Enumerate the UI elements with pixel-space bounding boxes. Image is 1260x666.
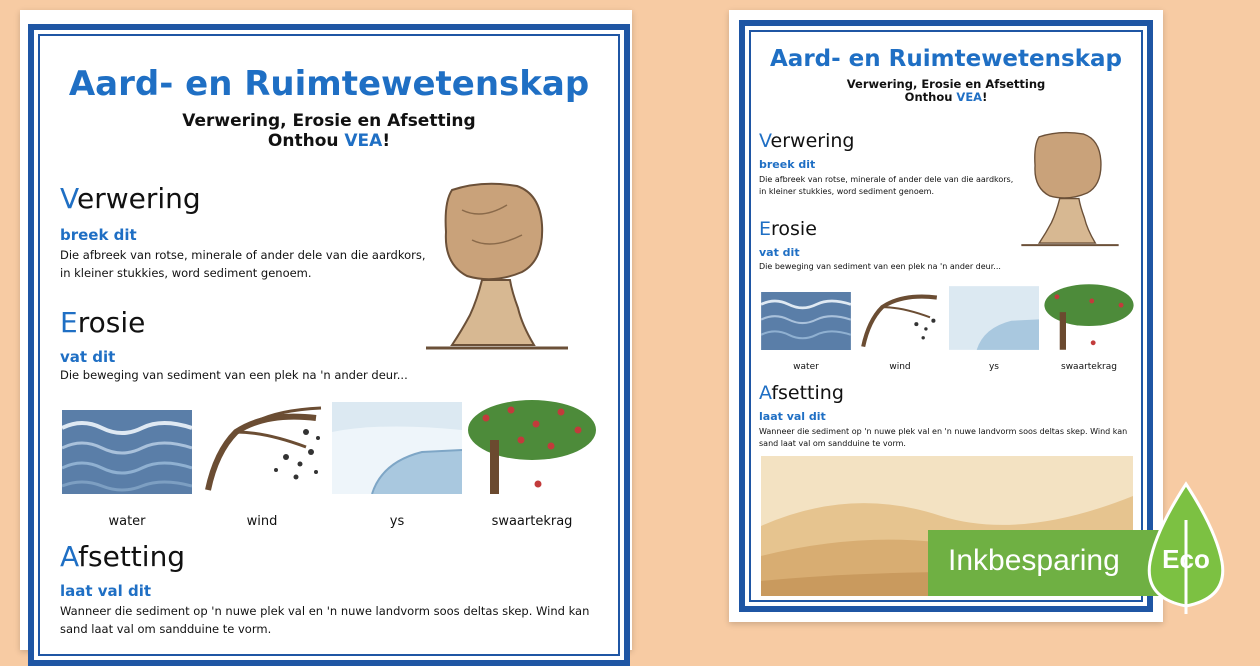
heading-rest: erwering bbox=[76, 182, 201, 215]
tag-afsetting: laat val dit bbox=[759, 410, 826, 423]
agent-label-ys: ys bbox=[389, 514, 405, 529]
water-image bbox=[761, 292, 851, 350]
balancing-rock-image bbox=[422, 180, 572, 358]
tag-afsetting: laat val dit bbox=[60, 582, 152, 600]
section-heading-erosie bbox=[60, 306, 145, 339]
agent-label-wind: wind bbox=[889, 362, 911, 372]
section-heading-verwering bbox=[759, 130, 854, 152]
subtitle-line2 bbox=[34, 132, 624, 152]
heading-rest: rosie bbox=[77, 306, 146, 339]
poster-frame-right bbox=[739, 20, 1153, 612]
desc-verwering: Die afbreek van rotse, minerale of ander dele van die aardkors, in kleiner stukkies, word sediment genoem. bbox=[759, 175, 1014, 196]
wind-image bbox=[855, 286, 945, 350]
apple-tree-image bbox=[466, 400, 598, 494]
vea-highlight: VEA bbox=[956, 90, 983, 105]
agent-label-water: water bbox=[108, 514, 146, 529]
poster-title: Aard- en Ruimtewetenskap bbox=[68, 64, 590, 104]
heading-initial: V bbox=[759, 130, 771, 152]
poster-subtitle bbox=[745, 78, 1147, 104]
subtitle-suffix: ! bbox=[982, 90, 988, 105]
heading-initial: A bbox=[60, 540, 79, 573]
subtitle-suffix: ! bbox=[382, 130, 391, 151]
desc-afsetting: Wanneer die sediment op 'n nuwe plek val en 'n nuwe landvorm soos deltas skep. Wind kan sand laat val om sandduine te vorm. bbox=[759, 427, 1128, 448]
agent-label-swaartekrag: swaartekrag bbox=[1061, 362, 1117, 372]
desc-erosie: Die beweging van sediment van een plek na 'n ander deur... bbox=[759, 262, 1001, 271]
heading-initial: E bbox=[759, 218, 772, 240]
subtitle-prefix: Onthou bbox=[267, 130, 345, 151]
section-heading-afsetting bbox=[60, 540, 185, 573]
desc-afsetting: Wanneer die sediment op 'n nuwe plek val en 'n nuwe landvorm soos deltas skep. Wind kan sand laat val om sandduine te vorm. bbox=[60, 604, 590, 636]
agent-label-ys: ys bbox=[988, 362, 999, 372]
wind-image bbox=[196, 402, 328, 494]
heading-initial: E bbox=[60, 306, 78, 339]
subtitle-line1: Verwering, Erosie en Afsetting bbox=[846, 77, 1046, 91]
section-heading-verwering bbox=[60, 182, 201, 215]
poster-title: Aard- en Ruimtewetenskap bbox=[770, 46, 1122, 72]
poster-subtitle bbox=[34, 112, 624, 151]
heading-rest: fsetting bbox=[771, 382, 844, 404]
agent-label-swaartekrag: swaartekrag bbox=[491, 514, 573, 529]
agent-label-wind: wind bbox=[246, 514, 278, 529]
water-image bbox=[62, 410, 192, 494]
tag-verwering: breek dit bbox=[759, 158, 816, 171]
balancing-rock-image bbox=[1015, 130, 1125, 252]
ink-saving-label: Inkbesparing bbox=[948, 544, 1120, 577]
heading-initial: A bbox=[759, 382, 772, 404]
heading-rest: erwering bbox=[770, 130, 855, 152]
desc-verwering: Die afbreek van rotse, minerale of ander dele van die aardkors, in kleiner stukkies, word sediment genoem. bbox=[60, 248, 426, 280]
eco-label: Eco bbox=[1162, 544, 1210, 574]
tag-erosie: vat dit bbox=[60, 348, 116, 366]
vea-highlight: VEA bbox=[344, 130, 383, 151]
heading-rest: fsetting bbox=[78, 540, 186, 573]
poster-frame-left bbox=[28, 24, 630, 666]
subtitle-line1: Verwering, Erosie en Afsetting bbox=[182, 111, 476, 131]
agent-label-water: water bbox=[793, 362, 819, 372]
subtitle-prefix: Onthou bbox=[904, 90, 957, 105]
section-heading-erosie bbox=[759, 218, 817, 240]
section-heading-afsetting bbox=[759, 382, 844, 404]
heading-rest: rosie bbox=[771, 218, 817, 240]
ice-image bbox=[949, 286, 1039, 350]
heading-initial: V bbox=[60, 182, 77, 215]
tag-erosie: vat dit bbox=[759, 246, 800, 259]
apple-tree-image bbox=[1043, 284, 1135, 350]
ice-image bbox=[332, 402, 462, 494]
subtitle-line2 bbox=[745, 91, 1147, 104]
tag-verwering: breek dit bbox=[60, 226, 137, 244]
desc-erosie: Die beweging van sediment van een plek na 'n ander deur... bbox=[60, 368, 408, 382]
